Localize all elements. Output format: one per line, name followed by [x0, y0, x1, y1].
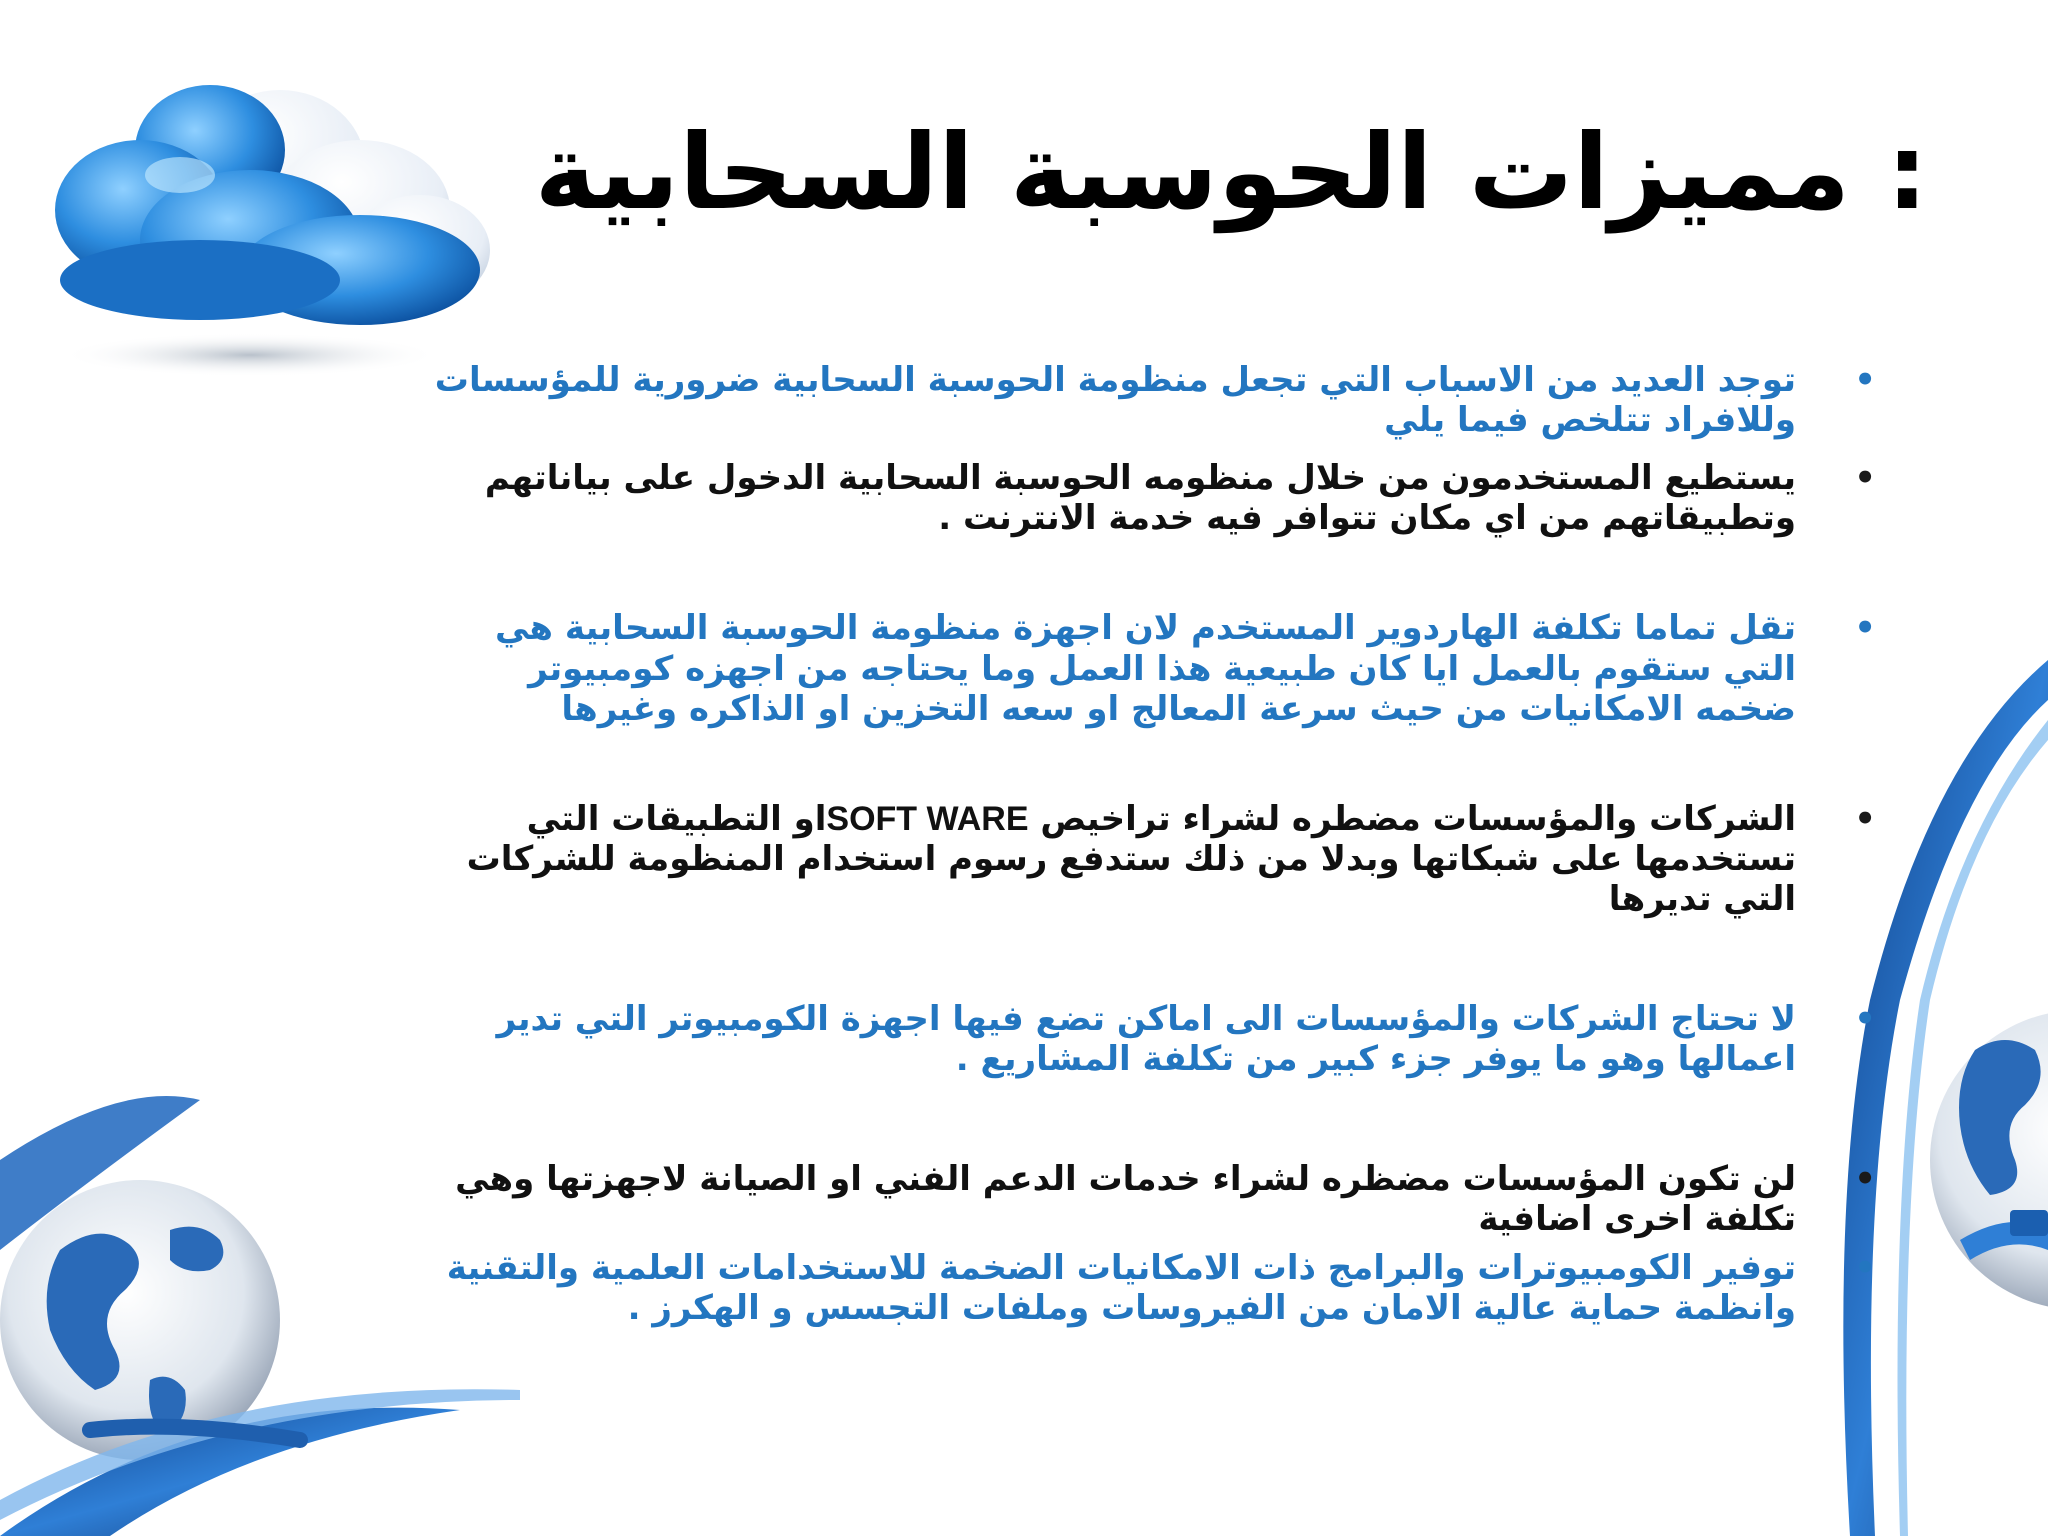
bullet-list: [428, 360, 1876, 1328]
bullet-latin-text: SOFT WARE: [826, 799, 1029, 838]
cloud-icon: [55, 85, 490, 377]
list-item: [428, 1247, 1876, 1328]
bullet-dot: •: [1854, 608, 1876, 649]
bullet-dot: •: [1854, 1247, 1876, 1288]
list-item: [428, 1159, 1876, 1240]
bullet-dot: •: [1854, 798, 1876, 839]
bullet-text: الشركات والمؤسسات مضطره لشراء تراخيص: [1040, 798, 1796, 839]
bullet-dot: •: [1854, 360, 1876, 400]
bullet-text: توجد العديد من الاسباب التي تجعل منظومة الحوسبة السحابية ضرورية للمؤسسات وللافراد تتلخص فيما يلي: [434, 360, 1796, 441]
bullet-text: يستطيع المستخدمون من خلال منظومه الحوسبة السحابية الدخول على بياناتهم وتطبيقاتهم من اي مكان تتوافر فيه خدمة الانترنت .: [484, 458, 1796, 539]
bullet-dot: •: [1854, 458, 1876, 499]
globe-icon: [1843, 660, 2048, 1536]
bullet-text: توفير الكومبيوترات والبرامج ذات الامكانيات الضخمة للاستخدامات العلمية والتقنية وانظمة حماية عالية الامان من الفيروسات وملفات التجسس و الهكرز .: [446, 1247, 1796, 1328]
slide-title: : مميزات الحوسبة السحابية: [534, 111, 1928, 233]
bullet-dot: •: [1854, 1159, 1876, 1200]
bullet-text: او التطبيقات التي تستخدمها على شبكاتها وبدلا من ذلك ستدفع رسوم استخدام المنظومة للشركات التي تديرها: [466, 798, 1796, 919]
list-item: [428, 458, 1876, 539]
bullet-text: لا تحتاج الشركات والمؤسسات الى اماكن تضع فيها اجهزة الكومبيوتر التي تدير اعمالها وهو ما يوفر جزء كبير من تكلفة المشاريع .: [496, 999, 1796, 1080]
bullet-text: تقل تماما تكلفة الهاردوير المستخدم لان اجهزة منظومة الحوسبة السحابية هي التي ستقوم بالعمل ايا كان طبيعية هذا العمل وما يحتاجه من اجهزه كومبيوتر ضخمه الامكانيات من حيث سرعة المعالج او سعه التخزين او الذاكره وغيرها: [495, 608, 1796, 729]
list-item: [428, 798, 1876, 919]
list-item: [428, 999, 1876, 1080]
list-item: [428, 608, 1876, 729]
list-item: [428, 360, 1876, 441]
bullet-text: لن تكون المؤسسات مضظره لشراء خدمات الدعم الفني او الصيانة لاجهزتها وهي تكلفة اخرى اضافية: [455, 1159, 1796, 1240]
bullet-dot: •: [1854, 999, 1876, 1040]
